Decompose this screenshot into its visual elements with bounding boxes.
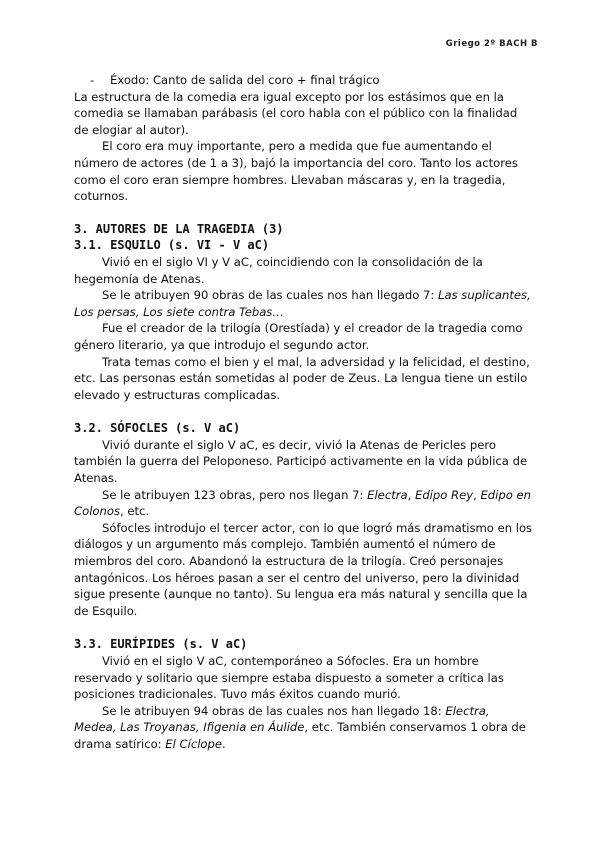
bullet-dash: - [90, 73, 95, 87]
sofocles-work: Edipo Rey [415, 487, 474, 502]
esquilo-works-intro: Se le atribuyen 90 obras de las cuales nos han llegado 7: [102, 288, 439, 303]
sofocles-heading: 3.2. SÓFOCLES (s. V aC) [74, 421, 241, 436]
esquilo-paragraph-4: Trata temas como el bien y el mal, la adversidad y la felicidad, el destino, etc. Las personas están sometidas al poder de Zeus. La lengua tiene un estilo elevado y estructuras complicadas. [74, 354, 530, 402]
page-header: Griego 2º BACH B [445, 39, 538, 49]
esquilo-heading: 3.1. ESQUILO (s. VI - V aC) [74, 238, 270, 253]
comedy-paragraph: La estructura de la comedia era igual excepto por los estásimos que en la comedia se llamaban parábasis (el coro habla con el público con la finalidad de elogiar al autor). [74, 89, 518, 137]
separator: , [473, 487, 481, 502]
euripides-paragraph-2 [74, 703, 534, 753]
esquilo-paragraph-3: Fue el creador de la trilogía (Orestíada) y el creador de la tragedia como género literario, ya que introdujo el segundo actor. [74, 321, 523, 352]
euripides-heading: 3.3. EURÍPIDES (s. V aC) [74, 637, 248, 652]
sofocles-work: Edipo en Colonos [74, 487, 531, 519]
euripides-works-list: Electra, Medea, Las Troyanas, Ifigenia en Áulide [74, 703, 490, 735]
euripides-works-intro: Se le atribuyen 94 obras de las cuales nos han llegado 18: [102, 703, 446, 718]
chorus-paragraph: El coro era muy importante, pero a medida que fue aumentando el número de actores (de 1 a 3), bajó la importancia del coro. Tanto los actores como el coro eran siempre hombres. Llevaban máscaras y, en la tragedia, coturnos. [74, 139, 518, 204]
euripides-paragraph-1: Vivió en el siglo V aC, contemporáneo a Sófocles. Era un hombre reservado y solitario que siempre estaba dispuesto a someter a crítica las posiciones tradicionales. Tuvo más éxitos cuando murió. [74, 654, 504, 702]
sofocles-paragraph-3: Sófocles introdujo el tercer actor, con lo que logró más dramatismo en los diálogos y un argumento más complejo. También aumentó el número de miembros del coro. Abandonó la estructura de la trilogía. Creó personajes antagónicos. Los héroes pasan a ser el centro del universo, pero la divinidad sigue presente (aunque no tanto). Su lengua era más natural y sencilla que la de Esquilo. [74, 520, 533, 618]
list-item [74, 72, 534, 89]
sofocles-works-intro: Se le atribuyen 123 obras, pero nos llegan 7: [102, 487, 368, 502]
esquilo-paragraph-1: Vivió en el siglo VI y V aC, coincidiendo con la consolidación de la hegemonía de Atenas. [74, 254, 483, 286]
euripides-works-mid: , etc. También conservamos 1 obra de drama satírico: [74, 720, 526, 751]
sofocles-works-end: , etc. [120, 504, 150, 519]
document-body [74, 72, 534, 753]
separator: , [407, 487, 415, 502]
bullet-text: Éxodo: Canto de salida del coro + final trágico [110, 73, 380, 87]
sofocles-paragraph-1: Vivió durante el siglo V aC, es decir, vivió la Atenas de Pericles pero también la guerra del Peloponeso. Participó activamente en la vida pública de Atenas. [74, 437, 528, 486]
euripides-works-end: . [222, 736, 226, 751]
esquilo-paragraph-2 [74, 287, 534, 320]
sofocles-paragraph-2 [74, 487, 534, 520]
esquilo-works-list: Las suplicantes, Los persas, Los siete contra Tebas… [74, 288, 531, 319]
sofocles-work: Electra [367, 487, 408, 502]
section-heading: 3. AUTORES DE LA TRAGEDIA (3) [74, 221, 284, 236]
euripides-satyr-work: El Cíclope [165, 736, 223, 751]
